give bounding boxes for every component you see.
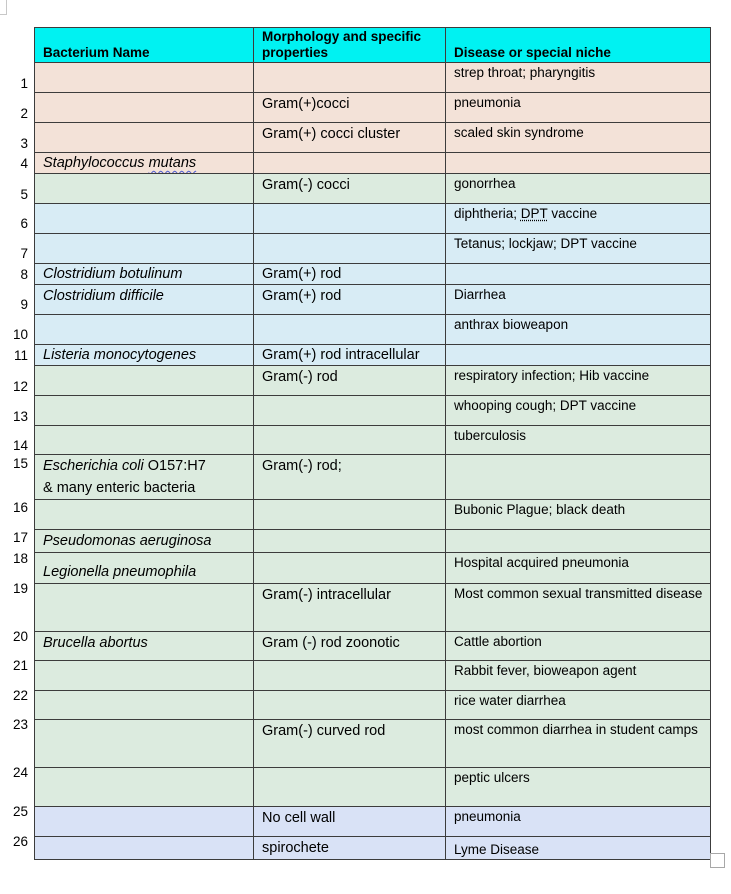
cell-bacterium-name[interactable] bbox=[35, 500, 254, 530]
cell-bacterium-name[interactable] bbox=[35, 661, 254, 691]
spellcheck-word-text: mutans bbox=[148, 155, 197, 171]
row-number: 14 bbox=[12, 438, 28, 453]
cell-morphology[interactable] bbox=[254, 204, 446, 234]
page-corner-mark bbox=[0, 0, 7, 15]
cell-morphology[interactable]: Gram(-) rod; bbox=[254, 455, 446, 500]
table-row bbox=[35, 661, 711, 691]
cell-morphology[interactable]: Gram(-) rod bbox=[254, 366, 446, 396]
table-row bbox=[35, 345, 711, 366]
cell-bacterium-name[interactable] bbox=[35, 123, 254, 153]
table-row bbox=[35, 553, 711, 584]
cell-disease[interactable] bbox=[446, 530, 711, 553]
row-number: 12 bbox=[12, 379, 28, 394]
cell-bacterium-name[interactable] bbox=[35, 768, 254, 807]
row-number: 15 bbox=[12, 456, 28, 471]
header-morphology: Morphology and specific properties bbox=[254, 28, 446, 63]
cell-bacterium-name[interactable] bbox=[35, 366, 254, 396]
cell-morphology[interactable] bbox=[254, 396, 446, 426]
cell-morphology[interactable]: Gram(-) intracellular bbox=[254, 584, 446, 632]
bacteria-table bbox=[34, 27, 711, 860]
table-row bbox=[35, 315, 711, 345]
cell-bacterium-name[interactable]: Brucella abortus bbox=[35, 632, 254, 661]
cell-disease[interactable] bbox=[446, 204, 711, 234]
table-row bbox=[35, 584, 711, 632]
cell-bacterium-name[interactable]: Pseudomonas aeruginosa bbox=[35, 530, 254, 553]
table-row bbox=[35, 768, 711, 807]
table-end-handle[interactable] bbox=[710, 853, 725, 868]
table-row bbox=[35, 63, 711, 93]
row-number: 19 bbox=[12, 581, 28, 596]
abbreviation-text: DPT bbox=[520, 206, 548, 221]
cell-disease[interactable]: Lyme Disease bbox=[446, 837, 711, 860]
cell-morphology[interactable]: Gram(-) cocci bbox=[254, 174, 446, 204]
name-strain-text: O157:H7 bbox=[143, 458, 206, 474]
cell-disease[interactable] bbox=[446, 153, 711, 174]
table-row bbox=[35, 285, 711, 315]
row-number: 11 bbox=[13, 348, 28, 363]
cell-disease[interactable]: Rabbit fever, bioweapon agent bbox=[446, 661, 711, 691]
cell-bacterium-name[interactable]: Legionella pneumophila bbox=[35, 553, 254, 584]
cell-morphology[interactable] bbox=[254, 768, 446, 807]
cell-morphology[interactable] bbox=[254, 691, 446, 720]
cell-morphology[interactable] bbox=[254, 63, 446, 93]
table-row bbox=[35, 174, 711, 204]
cell-disease[interactable]: Tetanus; lockjaw; DPT vaccine bbox=[446, 234, 711, 264]
table-row bbox=[35, 264, 711, 285]
cell-bacterium-name[interactable] bbox=[35, 315, 254, 345]
cell-morphology[interactable]: spirochete bbox=[254, 837, 446, 860]
name-line bbox=[43, 455, 253, 477]
header-bacterium-name: Bacterium Name bbox=[35, 28, 254, 63]
cell-morphology[interactable]: Gram(+) rod bbox=[254, 285, 446, 315]
row-number: 20 bbox=[12, 629, 28, 644]
cell-bacterium-name[interactable] bbox=[35, 837, 254, 860]
table-row bbox=[35, 396, 711, 426]
disease-text: diphtheria; bbox=[454, 206, 521, 221]
cell-morphology[interactable]: Gram(+) cocci cluster bbox=[254, 123, 446, 153]
cell-disease[interactable]: scaled skin syndrome bbox=[446, 123, 711, 153]
cell-bacterium-name[interactable] bbox=[35, 174, 254, 204]
cell-bacterium-name[interactable]: Clostridium difficile bbox=[35, 285, 254, 315]
cell-bacterium-name[interactable] bbox=[35, 584, 254, 632]
cell-bacterium-name[interactable] bbox=[35, 396, 254, 426]
cell-bacterium-name[interactable]: Listeria monocytogenes bbox=[35, 345, 254, 366]
cell-disease[interactable]: rice water diarrhea bbox=[446, 691, 711, 720]
name-genus-text: Escherichia coli bbox=[43, 458, 144, 474]
cell-disease[interactable]: Diarrhea bbox=[446, 285, 711, 315]
row-number: 6 bbox=[20, 216, 28, 231]
row-number: 16 bbox=[12, 500, 28, 515]
cell-morphology[interactable] bbox=[254, 530, 446, 553]
cell-morphology[interactable]: Gram(-) curved rod bbox=[254, 720, 446, 768]
cell-bacterium-name[interactable] bbox=[35, 63, 254, 93]
cell-morphology[interactable] bbox=[254, 661, 446, 691]
cell-disease[interactable]: respiratory infection; Hib vaccine bbox=[446, 366, 711, 396]
table-row bbox=[35, 807, 711, 837]
row-number: 9 bbox=[20, 297, 28, 312]
row-number: 3 bbox=[20, 136, 28, 151]
row-number: 10 bbox=[12, 327, 28, 342]
row-number: 7 bbox=[20, 246, 28, 261]
cell-morphology[interactable]: No cell wall bbox=[254, 807, 446, 837]
table-row bbox=[35, 366, 711, 396]
cell-bacterium-name[interactable] bbox=[35, 234, 254, 264]
table-row bbox=[35, 426, 711, 455]
cell-disease[interactable] bbox=[446, 345, 711, 366]
header-disease: Disease or special niche bbox=[446, 28, 711, 63]
row-number: 18 bbox=[12, 551, 28, 566]
cell-disease[interactable]: whooping cough; DPT vaccine bbox=[446, 396, 711, 426]
table-row bbox=[35, 93, 711, 123]
cell-morphology[interactable] bbox=[254, 426, 446, 455]
table-row bbox=[35, 153, 711, 174]
cell-disease[interactable]: Most common sexual transmitted disease bbox=[446, 584, 711, 632]
cell-morphology[interactable]: Gram (-) rod zoonotic bbox=[254, 632, 446, 661]
cell-morphology[interactable] bbox=[254, 153, 446, 174]
table-row bbox=[35, 234, 711, 264]
cell-disease[interactable]: pneumonia bbox=[446, 807, 711, 837]
table-row bbox=[35, 632, 711, 661]
cell-morphology[interactable]: Gram(+) rod intracellular bbox=[254, 345, 446, 366]
table-row bbox=[35, 691, 711, 720]
row-number: 24 bbox=[12, 765, 28, 780]
cell-morphology[interactable] bbox=[254, 234, 446, 264]
table-row bbox=[35, 204, 711, 234]
cell-bacterium-name[interactable]: Clostridium botulinum bbox=[35, 264, 254, 285]
cell-bacterium-name[interactable] bbox=[35, 93, 254, 123]
cell-morphology[interactable]: Gram(+)cocci bbox=[254, 93, 446, 123]
cell-disease[interactable]: gonorrhea bbox=[446, 174, 711, 204]
cell-disease[interactable] bbox=[446, 264, 711, 285]
cell-bacterium-name[interactable] bbox=[35, 204, 254, 234]
name-genus-text: Staphylococcus bbox=[43, 155, 149, 171]
cell-morphology[interactable] bbox=[254, 553, 446, 584]
table-header-row bbox=[35, 28, 711, 63]
row-number: 4 bbox=[20, 156, 28, 171]
row-number: 26 bbox=[12, 834, 28, 849]
row-number: 13 bbox=[12, 409, 28, 424]
cell-morphology[interactable] bbox=[254, 315, 446, 345]
cell-morphology[interactable] bbox=[254, 500, 446, 530]
row-number: 23 bbox=[12, 717, 28, 732]
cell-disease[interactable]: strep throat; pharyngitis bbox=[446, 63, 711, 93]
cell-bacterium-name[interactable] bbox=[35, 691, 254, 720]
cell-bacterium-name[interactable] bbox=[35, 455, 254, 500]
cell-bacterium-name[interactable] bbox=[35, 720, 254, 768]
cell-bacterium-name[interactable] bbox=[35, 426, 254, 455]
name-line-2: & many enteric bacteria bbox=[43, 480, 196, 496]
row-number: 17 bbox=[12, 530, 28, 545]
cell-morphology[interactable]: Gram(+) rod bbox=[254, 264, 446, 285]
row-number: 25 bbox=[12, 804, 28, 819]
table-row bbox=[35, 720, 711, 768]
cell-disease[interactable]: pneumonia bbox=[446, 93, 711, 123]
row-number: 1 bbox=[20, 76, 28, 91]
row-number: 5 bbox=[20, 187, 28, 202]
disease-text: vaccine bbox=[547, 206, 598, 221]
table-row bbox=[35, 123, 711, 153]
row-number: 2 bbox=[20, 106, 28, 121]
table-row bbox=[35, 837, 711, 860]
cell-disease[interactable]: Bubonic Plague; black death bbox=[446, 500, 711, 530]
row-number: 22 bbox=[12, 688, 28, 703]
table-row bbox=[35, 455, 711, 500]
cell-bacterium-name[interactable] bbox=[35, 807, 254, 837]
table-row bbox=[35, 530, 711, 553]
cell-disease[interactable]: peptic ulcers bbox=[446, 768, 711, 807]
row-number: 21 bbox=[12, 658, 28, 673]
table-row bbox=[35, 500, 711, 530]
cell-disease[interactable] bbox=[446, 455, 711, 500]
cell-disease[interactable]: most common diarrhea in student camps bbox=[446, 720, 711, 768]
cell-disease[interactable]: Cattle abortion bbox=[446, 632, 711, 661]
cell-disease[interactable]: tuberculosis bbox=[446, 426, 711, 455]
cell-disease[interactable]: Hospital acquired pneumonia bbox=[446, 553, 711, 584]
row-number: 8 bbox=[20, 267, 28, 282]
cell-bacterium-name[interactable] bbox=[35, 153, 254, 174]
cell-disease[interactable]: anthrax bioweapon bbox=[446, 315, 711, 345]
